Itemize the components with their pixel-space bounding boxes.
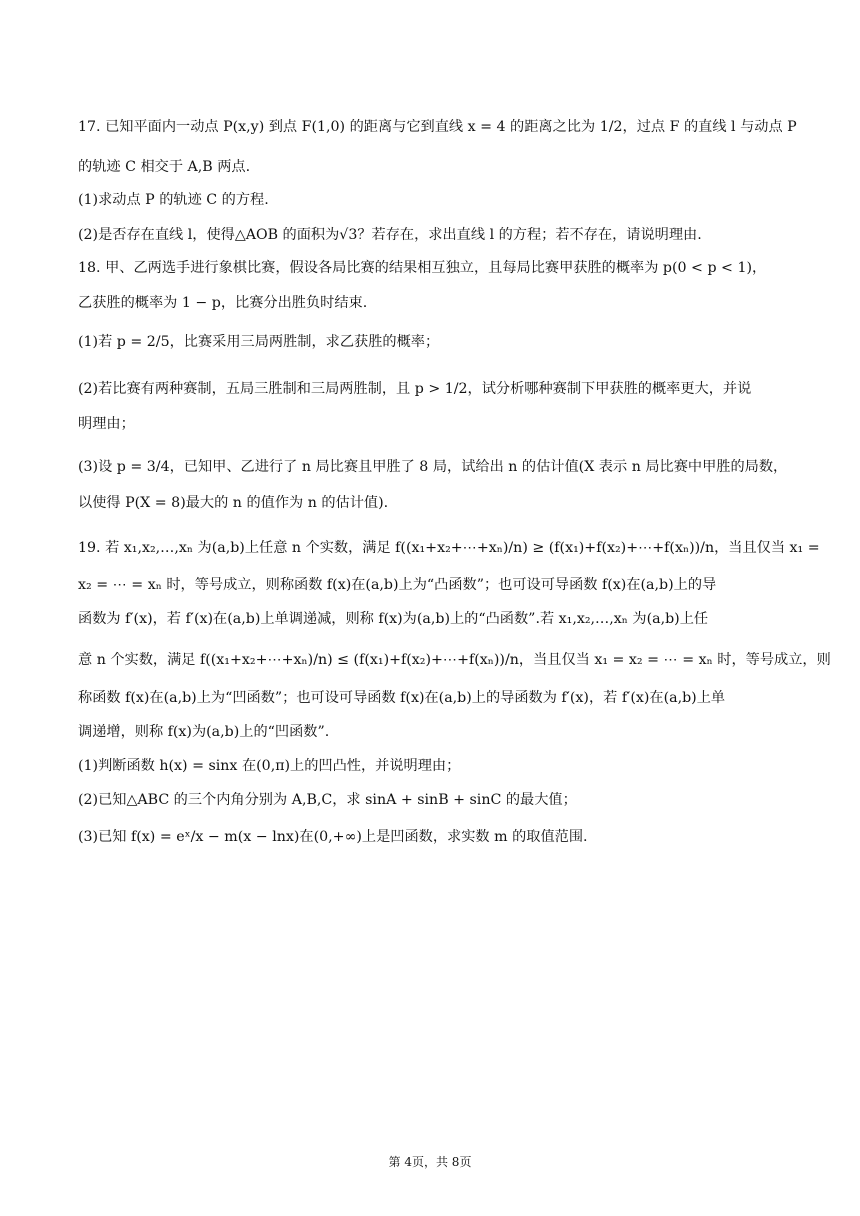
question-18-line-1: 18. 甲、乙两选手进行象棋比赛，假设各局比赛的结果相互独立，且每局比赛甲获胜的概率为 p(0 < p < 1)， [78,260,767,276]
page-footer: 第 4页，共 8页 [388,1155,472,1169]
question-19-line-6: 调递增，则称 f(x)为(a,b)上的“凹函数”. [78,724,330,740]
question-18-part-2: (2)若比赛有两种赛制，五局三胜制和三局两胜制，且 p > 1/2，试分析哪种赛制下甲获胜的概率更大，并说 [78,381,752,397]
question-19-part-3: (3)已知 f(x) = eˣ/x − m(x − lnx)在(0,+∞)上是凹函数，求实数 m 的取值范围. [78,829,588,845]
question-17-part-2: (2)是否存在直线 l，使得△AOB 的面积为√3？若存在，求出直线 l 的方程；若不存在，请说明理由. [78,227,702,243]
question-19-part-2: (2)已知△ABC 的三个内角分别为 A,B,C，求 sinA + sinB + sinC 的最大值； [78,792,577,808]
question-19-line-4: 意 n 个实数，满足 f((x₁+x₂+⋯+xₙ)/n) ≤ (f(x₁)+f(x₂)+⋯+f(xₙ))/n，当且仅当 x₁ = x₂ = ⋯ = xₙ 时，等号成立，则 [78,652,831,668]
question-18-part-3-cont: 以使得 P(X = 8)最大的 n 的值作为 n 的估计值). [78,495,389,511]
question-18-part-3: (3)设 p = 3/4，已知甲、乙进行了 n 局比赛且甲胜了 8 局，试给出 n 的估计值(X 表示 n 局比赛中甲胜的局数， [78,459,788,475]
question-17-line-1: 17. 已知平面内一动点 P(x,y) 到点 F(1,0) 的距离与它到直线 x = 4 的距离之比为 1/2，过点 F 的直线 l 与动点 P [78,119,797,135]
question-19-part-1: (1)判断函数 h(x) = sinx 在(0,π)上的凹凸性，并说明理由； [78,758,461,774]
question-18-part-2-cont: 明理由； [78,416,135,432]
question-19-line-3: 函数为 f′(x)，若 f′(x)在(a,b)上单调递减，则称 f(x)为(a,b)上的“凸函数”.若 x₁,x₂,…,xₙ 为(a,b)上任 [78,611,709,627]
question-19-line-1: 19. 若 x₁,x₂,…,xₙ 为(a,b)上任意 n 个实数，满足 f((x₁+x₂+⋯+xₙ)/n) ≥ (f(x₁)+f(x₂)+⋯+f(xₙ))/n，当且仅当 x₁ = [78,540,820,556]
question-19-line-5: 称函数 f(x)在(a,b)上为“凹函数”；也可设可导函数 f(x)在(a,b)上的导函数为 f′(x)，若 f′(x)在(a,b)上单 [78,690,726,706]
question-18-line-2: 乙获胜的概率为 1 − p，比赛分出胜负时结束. [78,295,368,311]
question-19-line-2: x₂ = ⋯ = xₙ 时，等号成立，则称函数 f(x)在(a,b)上为“凸函数”；也可设可导函数 f(x)在(a,b)上的导 [78,577,717,593]
question-17-line-2: 的轨迹 C 相交于 A,B 两点. [78,159,251,175]
question-17-part-1: (1)求动点 P 的轨迹 C 的方程. [78,192,269,208]
question-18-part-1: (1)若 p = 2/5，比赛采用三局两胜制，求乙获胜的概率； [78,334,440,350]
